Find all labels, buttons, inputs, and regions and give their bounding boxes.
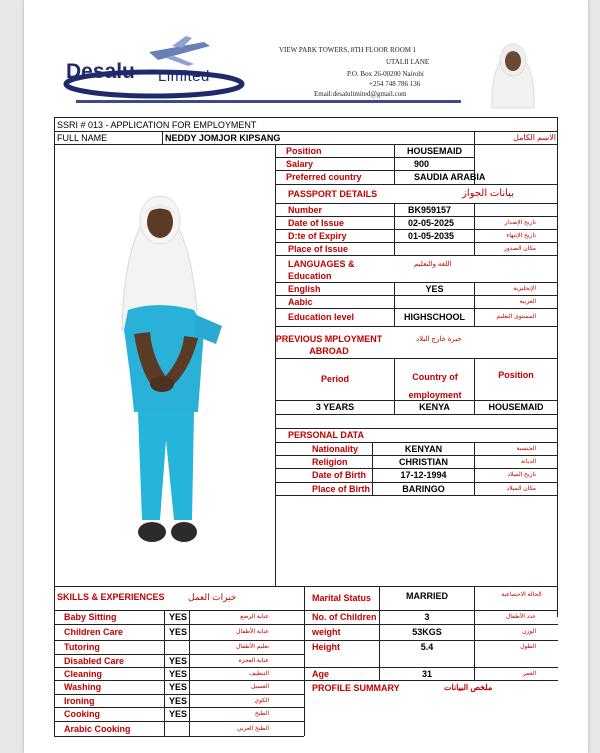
- skill-disabled-ar: [194, 654, 269, 667]
- skill-childcare-label: Children Care: [64, 627, 124, 637]
- grid-line: [275, 255, 557, 256]
- passport-title-ar: [444, 186, 514, 202]
- portrait-icon: [480, 18, 546, 110]
- religion-label: Religion: [312, 456, 348, 467]
- weight-ar: [476, 624, 536, 640]
- skill-childcare-value: YES: [169, 627, 188, 637]
- age-value: 31: [421, 668, 432, 679]
- passport-issue-value: 02-05-2025: [408, 217, 455, 228]
- height-label: Height: [312, 642, 340, 652]
- profile-summary-ar: [444, 680, 492, 695]
- header-portrait-photo: [480, 18, 546, 110]
- passport-issue-ar: [476, 216, 536, 229]
- skill-disabled-label: Disabled Care: [64, 655, 125, 666]
- grid-line: [304, 586, 305, 736]
- address-line-5: Email:desalulimited@gmail.com: [314, 90, 407, 98]
- children-value: 3: [424, 612, 430, 622]
- skill-ironing-label: Ironing: [64, 695, 95, 706]
- application-sheet: [24, 0, 588, 753]
- skill-cooking-label: Cooking: [64, 709, 100, 719]
- prev-period-value: 3 YEARS: [315, 402, 355, 412]
- passport-title-ar-text: بيانات الجواز: [462, 188, 514, 199]
- skill-cleaning-label: Cleaning: [64, 668, 103, 679]
- nationality-ar-text: الجنسية: [516, 445, 536, 452]
- job-salary-value: 900: [414, 158, 430, 169]
- religion-ar-text: الديانة: [520, 458, 536, 465]
- skill-childcare-ar: [194, 624, 269, 640]
- skill-tutoring-ar: [194, 640, 269, 654]
- skills-title-ar-text: خبرات العمل: [188, 591, 237, 602]
- full-name-value: NEDDY JOMJOR KIPSANG: [165, 132, 281, 143]
- grid-line: [54, 736, 304, 737]
- weight-value: 53KGS: [412, 627, 442, 637]
- skill-arabic-cooking-ar-text: الطبخ العربي: [236, 725, 269, 732]
- skills-title: SKILLS & EXPERIENCES: [57, 592, 165, 602]
- prev-country-header: Country of employment: [408, 372, 462, 400]
- grid-line: [189, 610, 190, 736]
- passport-issue-ar-text: تاريخ الإصدار: [504, 219, 536, 226]
- skill-washing-value: YES: [169, 682, 188, 692]
- skill-ironing-ar: [194, 694, 269, 707]
- education-value: HIGHSCHOOL: [403, 312, 465, 322]
- height-value: 5.4: [420, 642, 434, 652]
- header-divider: [76, 100, 461, 103]
- address-line-4: +254 748 786 136: [369, 80, 421, 88]
- education-ar: [476, 308, 536, 326]
- marital-ar: الحالة الاجتماعية: [501, 592, 542, 598]
- skill-cooking-value: YES: [169, 709, 188, 719]
- dob-label: Date of Birth: [312, 470, 366, 480]
- full-name-ar-text: الاسم الكامل: [513, 132, 556, 142]
- children-ar: [476, 610, 536, 624]
- grid-line: [275, 414, 557, 415]
- lang-english-ar-text: الإنجليزية: [513, 285, 536, 292]
- passport-expiry-ar-text: تاريخ الإنتهاء: [506, 232, 536, 239]
- passport-place-label: Place of Issue: [288, 243, 349, 254]
- grid-line: [275, 184, 557, 185]
- languages-title: LANGUAGES & Education: [288, 259, 355, 281]
- company-name-main: Desalu: [66, 60, 135, 83]
- skill-ironing-value: YES: [169, 695, 188, 706]
- weight-label: weight: [312, 627, 341, 637]
- lang-arabic-ar: [476, 295, 536, 308]
- lang-english-label: English: [288, 283, 321, 294]
- prev-country-value: KENYA: [419, 402, 450, 412]
- skill-disabled-ar-text: عناية العجزة: [238, 657, 269, 664]
- full-body-figure-icon: [94, 190, 234, 560]
- children-label: No. of Children: [312, 612, 377, 622]
- job-salary-label: Salary: [286, 158, 314, 169]
- passport-title: PASSPORT DETAILS: [288, 189, 378, 199]
- passport-expiry-ar: [476, 229, 536, 242]
- passport-place-ar: [476, 242, 536, 255]
- lang-arabic-label: Aabic: [288, 296, 313, 307]
- skill-babysitting-label: Baby Sitting: [64, 612, 117, 622]
- grid-line: [164, 610, 165, 736]
- job-position-value: HOUSEMAID: [406, 145, 462, 156]
- company-suffix: [158, 68, 210, 85]
- languages-title-ar: [414, 258, 452, 270]
- skill-tutoring-ar-text: تعليم الأطفال: [235, 644, 269, 650]
- nationality-label: Nationality: [312, 443, 359, 454]
- skill-washing-label: Washing: [64, 682, 102, 692]
- profile-summary-label: PROFILE SUMMARY: [312, 682, 400, 693]
- company-name: [66, 60, 135, 84]
- skill-disabled-value: YES: [169, 655, 188, 666]
- lang-english-value: YES: [425, 283, 444, 294]
- nationality-value: KENYAN: [404, 443, 443, 454]
- skill-arabic-cooking-ar: [194, 721, 269, 736]
- age-ar: [476, 667, 536, 680]
- age-label: Age: [312, 668, 330, 679]
- grid-line: [474, 131, 475, 144]
- grid-line: [275, 326, 557, 327]
- passport-place-ar-text: مكان الصدور: [503, 245, 536, 252]
- lang-arabic-ar-text: العربية: [519, 298, 536, 305]
- job-position-label: Position: [286, 145, 322, 156]
- passport-expiry-value: 01-05-2035: [408, 230, 455, 241]
- lang-english-ar: [476, 282, 536, 295]
- skill-washing-ar: [194, 680, 269, 694]
- marital-value: MARRIED: [406, 591, 448, 601]
- address-line-2: UTALII LANE: [386, 58, 430, 66]
- grid-line: [162, 131, 163, 144]
- age-ar-text: العمر: [522, 670, 536, 677]
- weight-ar-text: الوزن: [522, 629, 536, 635]
- grid-line: [474, 442, 475, 495]
- company-suffix-text: Limited: [158, 68, 210, 85]
- grid-line: [394, 203, 395, 255]
- prev-position-header: Position: [498, 370, 534, 380]
- profile-summary-ar-text: ملخص البيانات: [444, 682, 493, 692]
- skill-babysitting-ar-text: عناية الرضع: [240, 614, 269, 620]
- skill-cleaning-value: YES: [169, 668, 188, 679]
- prev-period-header: Period: [320, 374, 349, 384]
- full-body-photo: [94, 190, 234, 560]
- skill-tutoring-label: Tutoring: [64, 642, 100, 652]
- nationality-ar: [476, 442, 536, 455]
- prev-position-value: HOUSEMAID: [488, 402, 544, 412]
- grid-line: [474, 282, 475, 326]
- dob-ar-text: تاريخ الميلاد: [507, 472, 536, 478]
- skill-babysitting-ar: [194, 610, 269, 624]
- previous-title-ar-text: خبرة خارج البلاد: [416, 335, 462, 343]
- height-ar-text: الطول: [520, 644, 536, 650]
- personal-title: PERSONAL DATA: [288, 430, 365, 440]
- skills-title-ar: [188, 586, 236, 608]
- skill-childcare-ar-text: عناية الأطفال: [236, 629, 269, 635]
- skill-babysitting-value: YES: [169, 612, 188, 622]
- religion-value: CHRISTIAN: [399, 456, 448, 467]
- children-ar-text: عدد الأطفال: [505, 614, 536, 620]
- pob-label: Place of Birth: [312, 483, 371, 494]
- previous-title: PREVIOUS MPLOYMENT ABROAD: [275, 334, 383, 356]
- skill-ironing-ar-text: الكوي: [254, 697, 269, 704]
- marital-label: Marital Status: [312, 593, 372, 603]
- education-label: Education level: [288, 312, 355, 322]
- skill-cooking-ar: [194, 707, 269, 721]
- grid-line: [54, 117, 55, 737]
- full-name-label: FULL NAME: [57, 132, 108, 143]
- pob-ar: [476, 482, 536, 495]
- passport-number-value: BK959157: [408, 204, 452, 215]
- skill-cleaning-ar-text: التنظيف: [248, 670, 269, 677]
- skill-cleaning-ar: [194, 667, 269, 680]
- address-line-3: P.O. Box 26-00200 Nairobi: [347, 70, 424, 78]
- skill-washing-ar-text: الغسيل: [250, 684, 269, 690]
- skill-arabic-cooking-label: Arabic Cooking: [64, 723, 131, 734]
- education-ar-text: المستوى التعليم: [496, 314, 536, 320]
- form-title: SSRI # 013 - APPLICATION FOR EMPLOYMENT: [57, 119, 257, 130]
- job-country-value: SAUDIA ARABIA: [414, 172, 486, 182]
- grid-line: [474, 586, 475, 680]
- full-name-ar: [476, 131, 556, 144]
- dob-value: 17-12-1994: [400, 470, 447, 480]
- pob-ar-text: مكان الميلاد: [506, 485, 536, 492]
- skill-cooking-ar-text: الطبخ: [254, 711, 269, 717]
- grid-line: [474, 203, 475, 255]
- passport-expiry-label: D:te of Expiry: [288, 230, 347, 241]
- previous-title-ar: [416, 333, 462, 345]
- job-country-label: Preferred country: [286, 172, 362, 182]
- passport-issue-label: Date of Issue: [288, 217, 345, 228]
- languages-title-ar-text: اللغة والتعليم: [414, 260, 452, 268]
- passport-number-label: Number: [288, 204, 323, 215]
- grid-line: [557, 117, 558, 617]
- height-ar: [476, 640, 536, 654]
- pob-value: BARINGO: [402, 483, 445, 494]
- address-line-1: VIEW PARK TOWERS, 8TH FLOOR ROOM 1: [279, 46, 417, 54]
- grid-line: [275, 495, 557, 496]
- religion-ar: [476, 455, 536, 468]
- dob-ar: [476, 468, 536, 482]
